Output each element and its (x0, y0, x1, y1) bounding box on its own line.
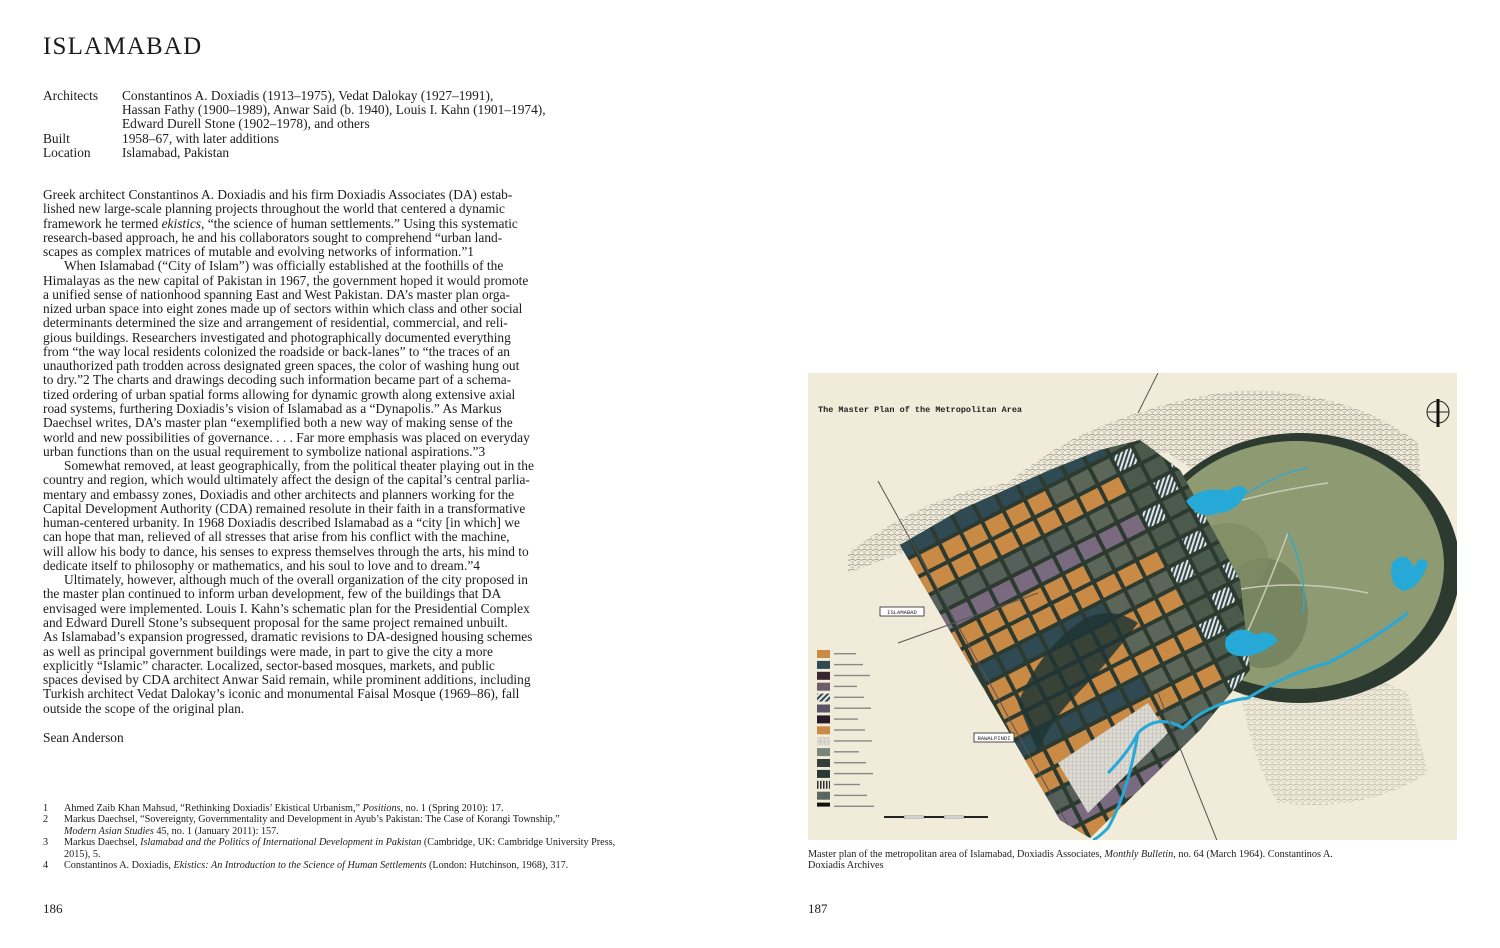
sector-block (940, 795, 966, 819)
text-segment: (Cambridge, UK: Cambridge University Press, (421, 837, 616, 849)
text-line: tized ordering of urban spatial forms allowing for dynamic growth along extensive axial (43, 386, 516, 402)
text-line: Greek architect Constantinos A. Doxiadis and his firm Doxiadis Associates (DA) estab- (43, 187, 513, 202)
sector-block (906, 835, 932, 840)
north-arrow-icon (1427, 399, 1449, 427)
italic-text: Monthly Bulletin (1104, 849, 1174, 860)
footnote (43, 837, 615, 860)
footnote (43, 860, 615, 871)
sector-block (849, 511, 875, 535)
sector-block (871, 712, 897, 736)
sector-block (887, 798, 913, 822)
footnote-text (64, 860, 568, 871)
sector-block (880, 731, 906, 755)
text-segment: , no. 64 (March 1964). Constantinos A. (1173, 849, 1333, 860)
footnote-text (64, 814, 560, 837)
legend-label-mark (834, 762, 866, 763)
legend-swatch (817, 737, 830, 745)
sector-block (901, 720, 927, 744)
text-segment: (London: Hutchinson, 1968), 317. (426, 859, 569, 871)
text-line (64, 826, 560, 837)
sector-block (899, 768, 925, 792)
text-line: human-centered urbanity. In 1968 Doxiadis described Islamabad as a “city [in which] we (43, 515, 520, 531)
metadata-label: Built (43, 130, 70, 146)
sector-block (1201, 779, 1227, 803)
legend-label-mark (834, 729, 865, 730)
legend-label-mark (834, 708, 871, 709)
sector-block (971, 803, 997, 827)
text-line: Markus Daechsel, “Sovereignty, Governmentality and Development in Ayub’s Pakistan: The Case of Korangi Township,” (64, 814, 560, 826)
text-line: 2015), 5. (64, 848, 101, 860)
footnote-text (64, 837, 615, 860)
label-rawalpindi-text: RAWALPINDI (977, 735, 1011, 742)
sector-block (808, 581, 829, 605)
sector-block (999, 435, 1025, 459)
text-line: mentary and embassy zones, Doxiadis and other architects and planners working for the (43, 486, 515, 502)
text-line: can hope that man, relieved of all stresses that arise from his conflict with the machine, (43, 529, 510, 545)
sector-block (932, 728, 958, 752)
sector-block (1158, 801, 1184, 825)
sector-block (982, 773, 1008, 797)
text-line: As Islamabad’s expansion progressed, dramatic revisions to DA-designed housing schemes (43, 629, 533, 645)
sector-block (921, 757, 947, 781)
sector-block (934, 468, 960, 492)
sector-block (1023, 800, 1049, 824)
scale-bar (884, 816, 988, 818)
sector-block (816, 552, 842, 576)
text-line: spaces devised by CDA architect Anwar Said remain, while prominent additions, including (43, 672, 531, 688)
text-line: from “the way local residents colonized the roadside or back-lanes” to “the traces of an (43, 343, 510, 359)
text-line: outside the scope of the original plan. (43, 700, 245, 716)
footnote-number: 1 (43, 803, 49, 814)
sector-block (878, 779, 904, 803)
footnotes (43, 803, 615, 871)
legend-label-mark (834, 675, 870, 676)
paragraph (43, 573, 534, 716)
sector-block (849, 723, 875, 747)
metadata-label: Architects (43, 88, 99, 103)
legend-swatch (817, 759, 830, 767)
sector-block (935, 679, 961, 703)
sector-block (870, 500, 896, 524)
sector-block (909, 787, 935, 811)
sector-block (887, 586, 913, 610)
sector-block (1148, 373, 1174, 383)
sector-block (1158, 377, 1184, 401)
legend-label-mark (834, 653, 856, 654)
metadata-location (43, 146, 546, 160)
legend-label-mark (834, 751, 859, 752)
metadata-value: 1958–67, with later additions (122, 130, 279, 146)
text-line: envisaged were implemented. Louis I. Kahn’s schematic plan for the Presidential Complex (43, 600, 530, 616)
sector-block (875, 616, 901, 640)
sector-block (1137, 812, 1163, 836)
sector-block (1106, 380, 1132, 404)
text-segment: Ahmed Zaib Khan Mahsud, “Rethinking Doxiadis’ Ekistical Urbanism,” (64, 803, 363, 814)
footnote (43, 814, 615, 837)
sector-block (861, 693, 887, 717)
sector-block (882, 683, 908, 707)
sector-block (956, 457, 982, 481)
sector-block (1004, 762, 1030, 786)
page-title: ISLAMABAD (43, 33, 203, 60)
text-line (64, 860, 568, 871)
legend-swatch (817, 705, 830, 713)
legend-swatch (817, 803, 830, 807)
author-name: Sean Anderson (43, 730, 124, 745)
legend-swatch (817, 781, 830, 789)
map-graphic (808, 373, 1457, 840)
sector-block (1041, 413, 1067, 437)
legend-swatch (817, 726, 830, 734)
italic-text: Positions (362, 803, 401, 814)
label-islamabad (880, 607, 924, 616)
text-line: When Islamabad (“City of Islam”) was officially established at the foothills of the (64, 258, 504, 274)
sector-block (930, 776, 956, 800)
sector-block (928, 824, 954, 840)
master-plan-map (808, 373, 1457, 840)
metadata-built (43, 132, 546, 146)
sector-block (1116, 823, 1142, 840)
sector-block (925, 661, 951, 685)
sector-block (992, 792, 1018, 816)
sector-block (1001, 810, 1027, 834)
sector-block (868, 760, 894, 784)
legend-swatch (817, 715, 830, 723)
sector-block (885, 634, 911, 658)
text-line: urban functions than on the usual requirement to symbolize national aspirations.”3 (43, 443, 486, 459)
metadata-architects (43, 89, 546, 132)
sector-block (825, 570, 851, 594)
legend-label-mark (834, 697, 864, 698)
sector-block (1149, 783, 1175, 807)
text-line: as well as principal government buildings were made, in part to give the city a more (43, 643, 493, 659)
sector-block (813, 600, 839, 624)
sector-block (808, 611, 817, 635)
text-line: will allow his body to dance, his senses to express themselves through the arts, his mind to (43, 543, 529, 559)
text-line (64, 837, 615, 848)
legend-label-mark (834, 806, 874, 807)
paragraph (43, 259, 534, 459)
sector-block (1084, 391, 1110, 415)
legend-label-mark (834, 784, 860, 785)
sector-block (944, 698, 970, 722)
text-line (43, 217, 534, 231)
sector-block (1179, 373, 1205, 391)
sector-block (1203, 731, 1229, 755)
sector-block (1013, 781, 1039, 805)
text-line: the master plan continued to inform urban development, few of the buildings that DA (43, 586, 502, 602)
sector-block (904, 672, 930, 696)
metadata-value (122, 89, 546, 132)
paragraph (43, 459, 534, 573)
sector-block (863, 645, 889, 669)
text-segment: 45, no. 1 (January 2011): 157. (153, 825, 279, 837)
map-title: The Master Plan of the Metropolitan Area (818, 405, 1023, 415)
text-line: lished new large-scale planning projects throughout the world that centered a dynamic (43, 201, 505, 217)
footnote-text (64, 803, 504, 814)
text-line: world and new possibilities of governance. . . . Far more emphasis was placed on everyday (43, 429, 530, 445)
legend-label-mark (834, 795, 867, 796)
text-segment: Constantinos A. Doxiadis, (64, 859, 174, 871)
text-line: determinants determined the size and arrangement of residential, commercial, and reli- (43, 315, 508, 331)
sector-block (951, 765, 977, 789)
body-text (43, 188, 534, 716)
page-number-right: 187 (808, 901, 828, 916)
legend-swatch (817, 694, 830, 702)
legend-swatch (817, 650, 830, 658)
text-line: Daechsel writes, DA’s master plan “exemplified both a new way of making sense of the (43, 415, 513, 431)
sector-block (959, 832, 985, 840)
metadata-value-line: Hassan Fathy (1900–1989), Anwar Said (b. 1940), Louis I. Kahn (1901–1974), (122, 102, 546, 118)
sector-block (808, 544, 810, 568)
sector-block (877, 567, 903, 591)
text-line: scapes as complex matrices of mutable and evolving networks of information.”1 (43, 244, 474, 260)
legend-swatch (817, 792, 830, 800)
text-segment: Master plan of the metropolitan area of Islamabad, Doxiadis Associates, (808, 849, 1105, 860)
sector-block (854, 626, 880, 650)
text-line: road systems, furthering Doxiadis’s vision of Islamabad as a “Dynapolis.” As Markus (43, 400, 502, 416)
sector-block (823, 619, 849, 643)
sector-block (890, 750, 916, 774)
sector-block (1011, 829, 1037, 840)
legend-label-mark (834, 664, 863, 665)
legend-swatch (817, 661, 830, 669)
sector-block (1063, 402, 1089, 426)
sector-block (994, 743, 1020, 767)
sector-block (897, 817, 923, 840)
sector-block (916, 642, 942, 666)
sector-block (1192, 761, 1218, 785)
project-metadata (43, 89, 546, 160)
metadata-value-line: Edward Durell Stone (1902–1978), and others (122, 116, 370, 132)
sector-block (942, 747, 968, 771)
sector-block (913, 478, 939, 502)
sector-block (913, 690, 939, 714)
legend-swatch (817, 748, 830, 756)
sector-block (973, 754, 999, 778)
footnote (43, 803, 615, 814)
sector-block (892, 701, 918, 725)
sector-block (808, 533, 832, 557)
label-rawalpindi (974, 733, 1014, 742)
sector-block (911, 739, 937, 763)
footnote-number: 3 (43, 837, 49, 849)
sector-block (844, 608, 870, 632)
sector-block (808, 562, 820, 586)
sector-block (923, 709, 949, 733)
text-line: and Edward Durell Stone’s subsequent proposal for the same project remained unbuilt. (43, 614, 508, 630)
text-line: a unified sense of nationhood spanning East and West Pakistan. DA’s master plan orga- (43, 286, 511, 302)
legend-label-mark (834, 718, 858, 719)
text-line (808, 849, 1333, 860)
sector-block (1225, 720, 1251, 744)
sector-block (1231, 373, 1257, 388)
sector-block (980, 821, 1006, 840)
footnote-number: 2 (43, 814, 49, 826)
sector-block (977, 446, 1003, 470)
sector-block (832, 637, 858, 661)
sector-block (894, 653, 920, 677)
text-line: Turkish architect Vedat Dalokay’s iconic and monumental Faisal Mosque (1969–86), fall (43, 686, 520, 702)
text-line: Doxiadis Archives (808, 860, 884, 872)
sector-block (1127, 373, 1153, 394)
italic-text: Ekistics: An Introduction to the Science of Human Settlements (173, 859, 427, 871)
sector-block (1201, 373, 1227, 380)
sector-block (1170, 772, 1196, 796)
text-line: nized urban space into eight zones made up of sectors within which class and other social (43, 301, 523, 317)
footnote-number: 4 (43, 859, 49, 871)
page-number-left: 186 (43, 901, 63, 916)
text-segment: , no. 1 (Spring 2010): 17. (400, 803, 504, 814)
text-segment: framework he termed (43, 215, 162, 231)
text-line: research-based approach, he and his collaborators sought to comprehend “urban land- (43, 229, 503, 245)
text-line: Capital Development Authority (CDA) remained resolute in their faith in a transformative (43, 500, 526, 516)
legend-label-mark (834, 773, 873, 774)
metadata-value: Islamabad, Pakistan (122, 144, 230, 160)
figure-caption (808, 849, 1333, 872)
sector-block (842, 656, 868, 680)
sector-block (1213, 750, 1239, 774)
text-line: dedicate itself to philosophy or mathematics, and his soul to love and to dream.”4 (43, 557, 480, 573)
italic-text: Islamabad and the Politics of International Development in Pakistan (140, 837, 422, 849)
italic-text: Modern Asian Studies (64, 825, 154, 837)
text-line: explicitly “Islamic” character. Localized, sector-based mosques, markets, and public (43, 657, 495, 673)
sector-block (856, 578, 882, 602)
sector-block (835, 589, 861, 613)
text-line: unauthorized path trodden across designated green spaces, the color of washing hung out (43, 358, 520, 374)
paragraph (43, 188, 534, 259)
map-legend (817, 650, 874, 807)
text-segment: , “the science of human settlements.” Using this systematic (201, 215, 518, 231)
sector-block (873, 664, 899, 688)
sector-block (1042, 837, 1068, 840)
legend-swatch (817, 683, 830, 691)
label-islamabad-text: ISLAMABAD (887, 609, 917, 616)
text-line: to dry.”2 The charts and drawings decoding such information became part of a schema- (43, 372, 512, 388)
text-line: country and region, which would ultimately affect the design of the capital’s central parlia- (43, 472, 530, 488)
sector-block (1020, 424, 1046, 448)
sector-block (892, 489, 918, 513)
text-segment: Markus Daechsel, (64, 837, 141, 849)
legend-swatch (817, 770, 830, 778)
text-line (64, 803, 504, 814)
text-line: gious buildings. Researchers investigated and photographically documented everything (43, 329, 511, 345)
sector-block (961, 784, 987, 808)
text-line: Ultimately, however, although much of the overall organization of the city proposed in (64, 572, 528, 588)
sector-block (828, 522, 854, 546)
legend-label-mark (834, 686, 857, 687)
metadata-label: Location (43, 144, 91, 160)
text-line: Himalayas as the new capital of Pakistan in 1967, the government hoped it would promote (43, 272, 529, 288)
metadata-value-line: Constantinos A. Doxiadis (1913–1975), Vedat Dalokay (1927–1991), (122, 88, 494, 103)
italic-text: ekistics (161, 215, 202, 231)
legend-label-mark (834, 740, 872, 741)
legend-swatch (817, 672, 830, 680)
sector-block (1222, 769, 1248, 793)
sector-block (1032, 818, 1058, 840)
text-line: Somewhat removed, at least geographically, from the political theater playing out in the (64, 458, 534, 474)
